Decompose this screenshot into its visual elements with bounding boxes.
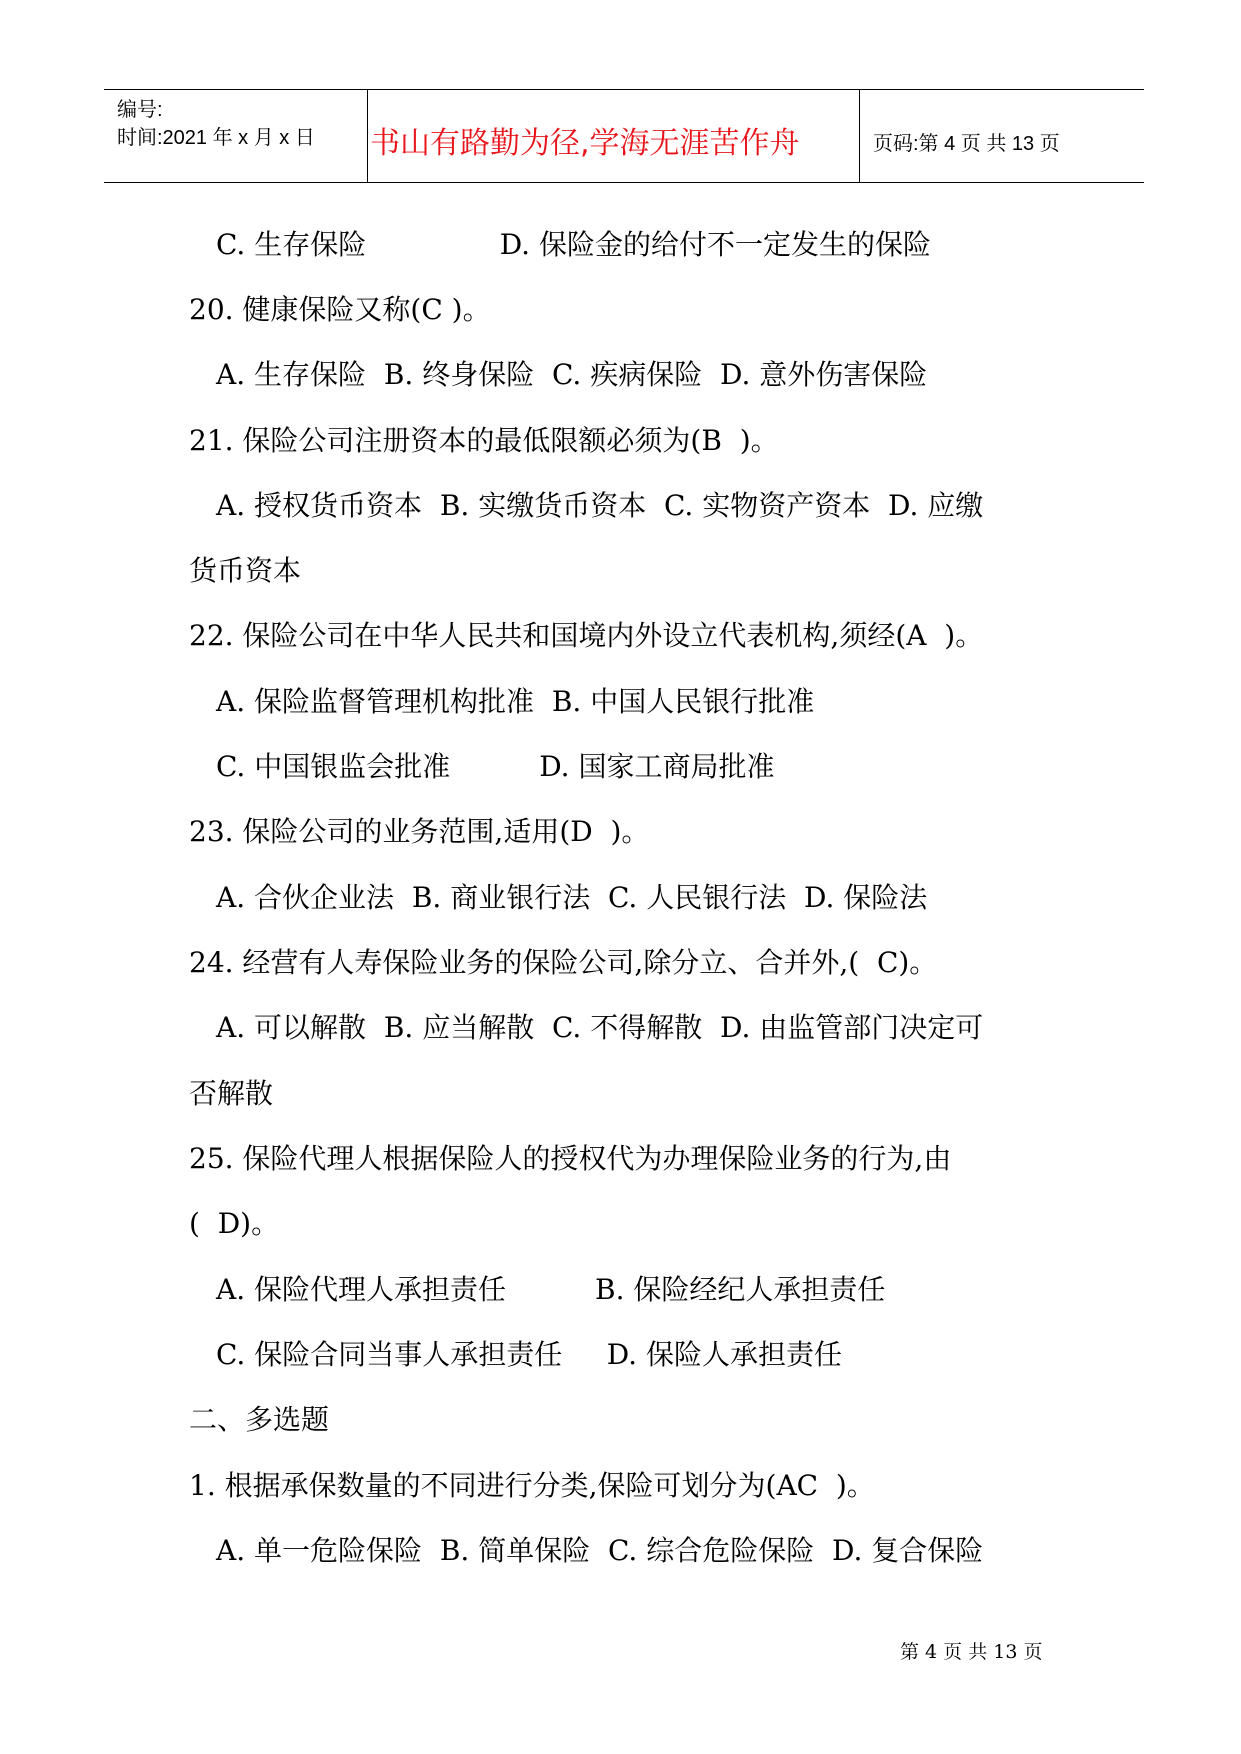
line-option: A. 生存保险 B. 终身保险 C. 疾病保险 D. 意外伤害保险 — [216, 358, 928, 391]
line-question-24: 24. 经营有人寿保险业务的保险公司,除分立、合并外,( C)。 — [189, 946, 938, 979]
line-option: A. 保险代理人承担责任 B. 保险经纪人承担责任 — [216, 1273, 886, 1306]
page-footer: 第 4 页 共 13 页 — [900, 1641, 1043, 1663]
line-option: A. 可以解散 B. 应当解散 C. 不得解散 D. 由监管部门决定可 — [216, 1011, 984, 1044]
line-continuation: 货币资本 — [189, 554, 302, 587]
section-heading: 二、多选题 — [189, 1403, 330, 1436]
line-question-20: 20. 健康保险又称(C )。 — [189, 293, 491, 326]
line-option: C. 保险合同当事人承担责任 D. 保险人承担责任 — [216, 1338, 842, 1371]
serial-label: 编号: — [117, 99, 163, 121]
line-question-22: 22. 保险公司在中华人民共和国境内外设立代表机构,须经(A )。 — [189, 619, 984, 652]
header-divider-left — [367, 89, 368, 183]
line-question-23: 23. 保险公司的业务范围,适用(D )。 — [189, 815, 650, 848]
line-continuation: 否解散 — [189, 1077, 274, 1110]
line-option: A. 单一危险保险 B. 简单保险 C. 综合危险保险 D. 复合保险 — [216, 1534, 984, 1567]
line-continuation: ( D)。 — [189, 1207, 280, 1240]
line-option: C. 中国银监会批准 D. 国家工商局批准 — [216, 750, 775, 783]
header-divider-right — [859, 89, 860, 183]
line-option: A. 授权货币资本 B. 实缴货币资本 C. 实物资产资本 D. 应缴 — [216, 489, 984, 522]
header-bottom-rule — [104, 182, 1144, 183]
header-top-rule — [104, 89, 1144, 90]
time-label: 时间:2021 年 x 月 x 日 — [117, 127, 315, 149]
header-page-label: 页码:第 4 页 共 13 页 — [873, 133, 1060, 155]
header-motto: 书山有路勤为径,学海无涯苦作舟 — [370, 126, 800, 161]
line-question-25: 25. 保险代理人根据保险人的授权代为办理保险业务的行为,由 — [189, 1142, 952, 1175]
line-option: C. 生存保险 D. 保险金的给付不一定发生的保险 — [216, 228, 931, 261]
line-option: A. 合伙企业法 B. 商业银行法 C. 人民银行法 D. 保险法 — [216, 881, 928, 914]
line-question-21: 21. 保险公司注册资本的最低限额必须为(B )。 — [189, 424, 779, 457]
line-option: A. 保险监督管理机构批准 B. 中国人民银行批准 — [216, 685, 815, 718]
line-question-1: 1. 根据承保数量的不同进行分类,保险可划分为(AC )。 — [189, 1469, 875, 1502]
